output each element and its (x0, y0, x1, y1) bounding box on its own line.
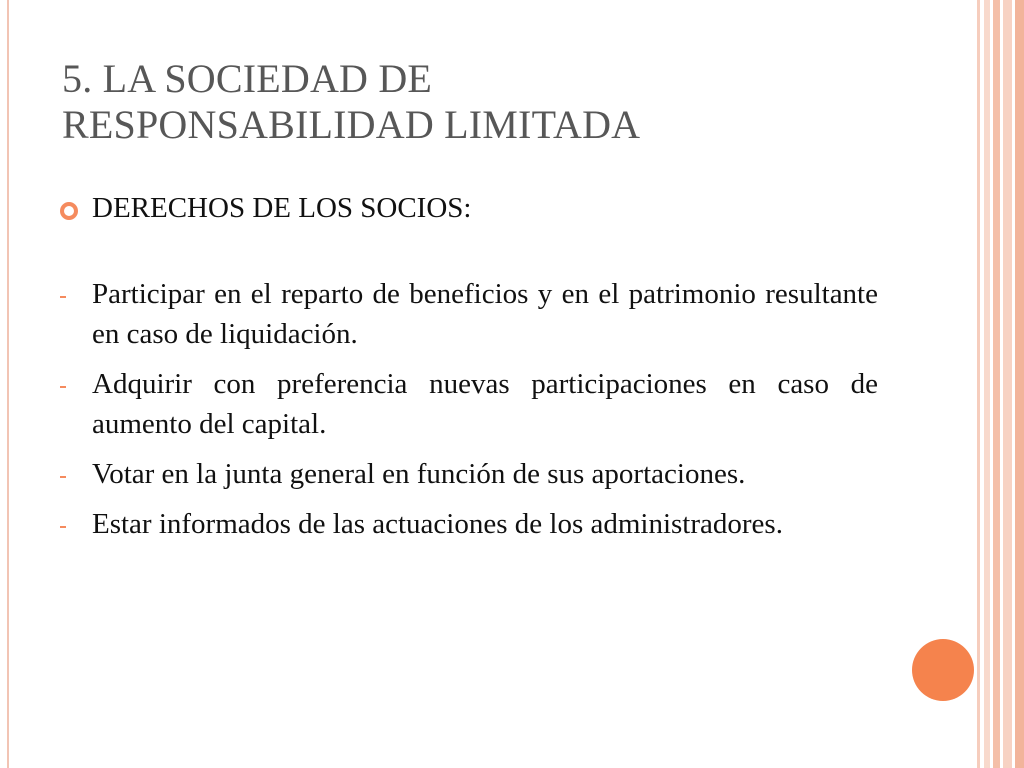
title-line-1: 5. LA SOCIEDAD DE (62, 56, 433, 101)
section-heading-text: DERECHOS DE LOS SOCIOS: (92, 192, 472, 224)
list-item-text: Participar en el reparto de beneficios y en el patrimonio resultante en caso de liquidación. (92, 278, 878, 350)
left-border-line (7, 0, 9, 768)
right-stripe (984, 0, 990, 768)
list-item (60, 364, 878, 444)
slide-body (60, 188, 878, 554)
list-item (60, 454, 878, 494)
list-item (60, 274, 878, 354)
ring-bullet-icon (60, 202, 78, 220)
list-item (60, 504, 878, 544)
dash-bullet-icon (60, 526, 66, 528)
right-stripe (993, 0, 1000, 768)
dash-bullet-icon (60, 296, 66, 298)
slide-title (62, 56, 922, 148)
orange-circle-decoration (912, 639, 974, 701)
dash-bullet-icon (60, 476, 66, 478)
title-line-2: RESPONSABILIDAD LIMITADA (62, 102, 641, 147)
right-stripe (1015, 0, 1024, 768)
list-item-text: Estar informados de las actuaciones de los administradores. (92, 508, 783, 540)
list-item-text: Votar en la junta general en función de sus aportaciones. (92, 458, 746, 490)
right-stripe (977, 0, 980, 768)
dash-bullet-icon (60, 386, 66, 388)
list-item-text: Adquirir con preferencia nuevas participaciones en caso de aumento del capital. (92, 368, 878, 440)
section-heading (60, 188, 878, 228)
right-stripe (1003, 0, 1012, 768)
